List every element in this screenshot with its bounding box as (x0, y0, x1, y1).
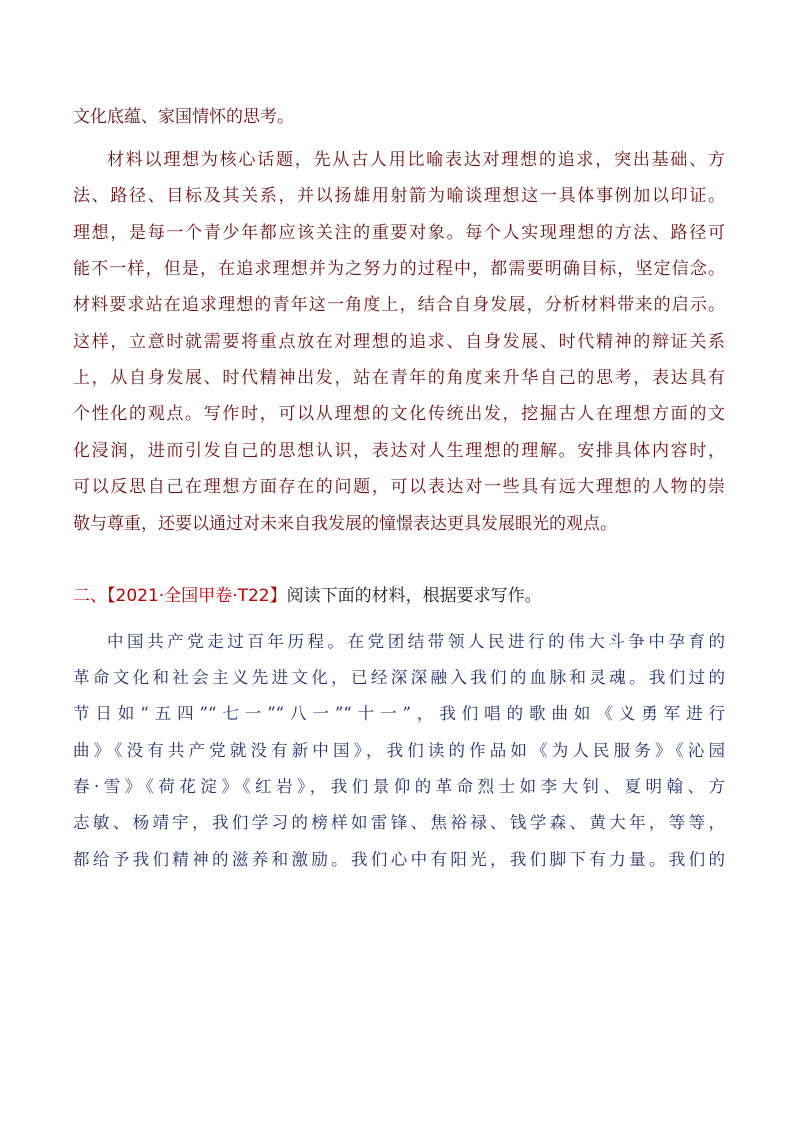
analysis-paragraph-line: 能不一样，但是，在追求理想并为之努力的过程中，都需要明确目标，坚定信念。 (73, 259, 725, 279)
material-line: 曲》《没有共产党就没有新中国》，我们读的作品如《为人民服务》《沁园 (73, 741, 725, 760)
question-source: 【2021·全国甲卷·T22】 (107, 586, 287, 606)
analysis-paragraph-line: 理想，是每一个青少年都应该关注的重要对象。每个人实现理想的方法、路径可 (73, 223, 725, 243)
analysis-paragraph-line: 敬与尊重，还要以通过对未来自我发展的憧憬表达更具发展眼光的观点。 (73, 514, 617, 534)
analysis-paragraph-line: 上，从自身发展、时代精神出发，站在青年的角度来升华自己的思考，表达具有 (73, 368, 725, 388)
analysis-paragraph-line: 材料要求站在追求理想的青年这一角度上，结合自身发展，分析材料带来的启示。 (73, 295, 725, 315)
question-number: 二、 (73, 586, 107, 606)
material-line: 节日如“五四”“七一”“八一”“十一”，我们唱的歌曲如《义勇军进行 (73, 704, 725, 723)
analysis-closing-line: 文化底蕴、家国情怀的思考。 (73, 107, 294, 127)
material-line: 中国共产党走过百年历程。在党团结带领人民进行的伟大斗争中孕育的 (107, 632, 725, 651)
question-heading (73, 585, 725, 607)
analysis-paragraph-line: 化浸润，进而引发自己的思想认识，表达对人生理想的理解。安排具体内容时， (73, 441, 725, 461)
analysis-paragraph-line: 法、路径、目标及其关系，并以扬雄用射箭为喻谈理想这一具体事例加以印证。 (73, 186, 725, 206)
analysis-paragraph-line: 材料以理想为核心话题，先从古人用比喻表达对理想的追求，突出基础、方 (107, 150, 725, 170)
material-line: 春·雪》《荷花淀》《红岩》，我们景仰的革命烈士如李大钊、夏明翰、方 (73, 777, 725, 796)
material-line: 革命文化和社会主义先进文化，已经深深融入我们的血脉和灵魂。我们过的 (73, 668, 725, 687)
question-instruction: 阅读下面的材料，根据要求写作。 (286, 586, 542, 606)
material-line: 都给予我们精神的滋养和激励。我们心中有阳光，我们脚下有力量。我们的 (73, 850, 725, 869)
analysis-paragraph-line: 个性化的观点。写作时，可以从理想的文化传统出发，挖掘古人在理想方面的文 (73, 404, 725, 424)
material-line: 志敏、杨靖宇，我们学习的榜样如雷锋、焦裕禄、钱学森、黄大年，等等， (73, 813, 725, 832)
analysis-paragraph-line: 这样，立意时就需要将重点放在对理想的追求、自身发展、时代精神的辩证关系 (73, 332, 725, 352)
analysis-paragraph-line: 可以反思自己在理想方面存在的问题，可以表达对一些具有远大理想的人物的崇 (73, 477, 725, 497)
